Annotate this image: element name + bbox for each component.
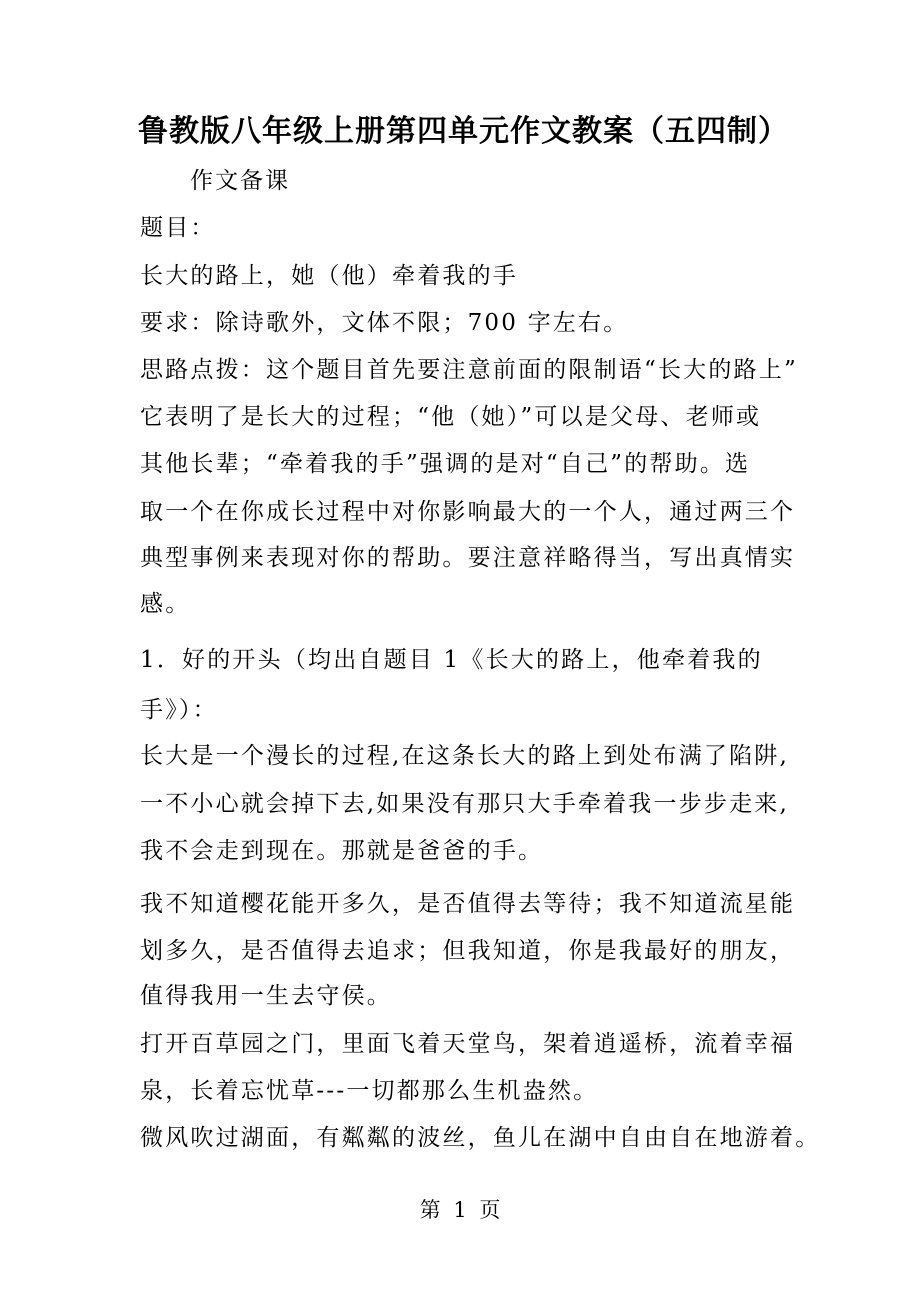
text-line: 微风吹过湖面，有粼粼的波丝，鱼儿在湖中自由自在地游着。 xyxy=(140,1125,821,1151)
text-line: 我不会走到现在。那就是爸爸的手。 xyxy=(140,838,544,864)
text-line: 一不小心就会掉下去,如果没有那只大手牵着我一步步走来, xyxy=(140,791,790,817)
section-heading-cont: 手》）： xyxy=(140,697,218,723)
document-title: 鲁教版八年级上册第四单元作文教案（五四制） xyxy=(138,114,789,149)
essay-requirements: 要求：除诗歌外，文体不限；700 字左右。 xyxy=(140,310,629,336)
page-number: 第 1 页 xyxy=(419,1198,501,1222)
text-line: 典型事例来表现对你的帮助。要注意祥略得当，写出真情实 xyxy=(140,545,796,571)
text-line: 值得我用一生去守侯。 xyxy=(140,983,392,1009)
text-line: 它表明了是长大的过程；“他（她）”可以是父母、老师或 xyxy=(140,404,762,430)
section-heading: 1．好的开头（均出自题目 1《长大的路上，他牵着我的 xyxy=(140,647,763,673)
text-line: 划多久，是否值得去追求；但我知道，你是我最好的朋友， xyxy=(140,938,796,964)
text-line: 思路点拨：这个题目首先要注意前面的限制语“长大的路上” xyxy=(140,357,798,383)
text-line: 我不知道樱花能开多久，是否值得去等待；我不知道流星能 xyxy=(140,891,796,917)
text-line: 其他长辈；“牵着我的手”强调的是对“自己”的帮助。选 xyxy=(140,451,751,477)
document-subtitle: 作文备课 xyxy=(190,168,290,194)
text-line: 泉，长着忘忧草---一切都那么生机盎然。 xyxy=(140,1078,599,1104)
text-line: 长大是一个漫长的过程,在这条长大的路上到处布满了陷阱, xyxy=(140,743,790,769)
text-line: 打开百草园之门，里面飞着天堂鸟，架着逍遥桥，流着幸福 xyxy=(140,1031,796,1057)
essay-topic: 长大的路上，她（他）牵着我的手 xyxy=(140,263,518,289)
text-line: 取一个在你成长过程中对你影响最大的一个人，通过两三个 xyxy=(140,499,796,525)
prompt-label: 题目： xyxy=(140,215,216,241)
text-line: 感。 xyxy=(140,591,191,617)
